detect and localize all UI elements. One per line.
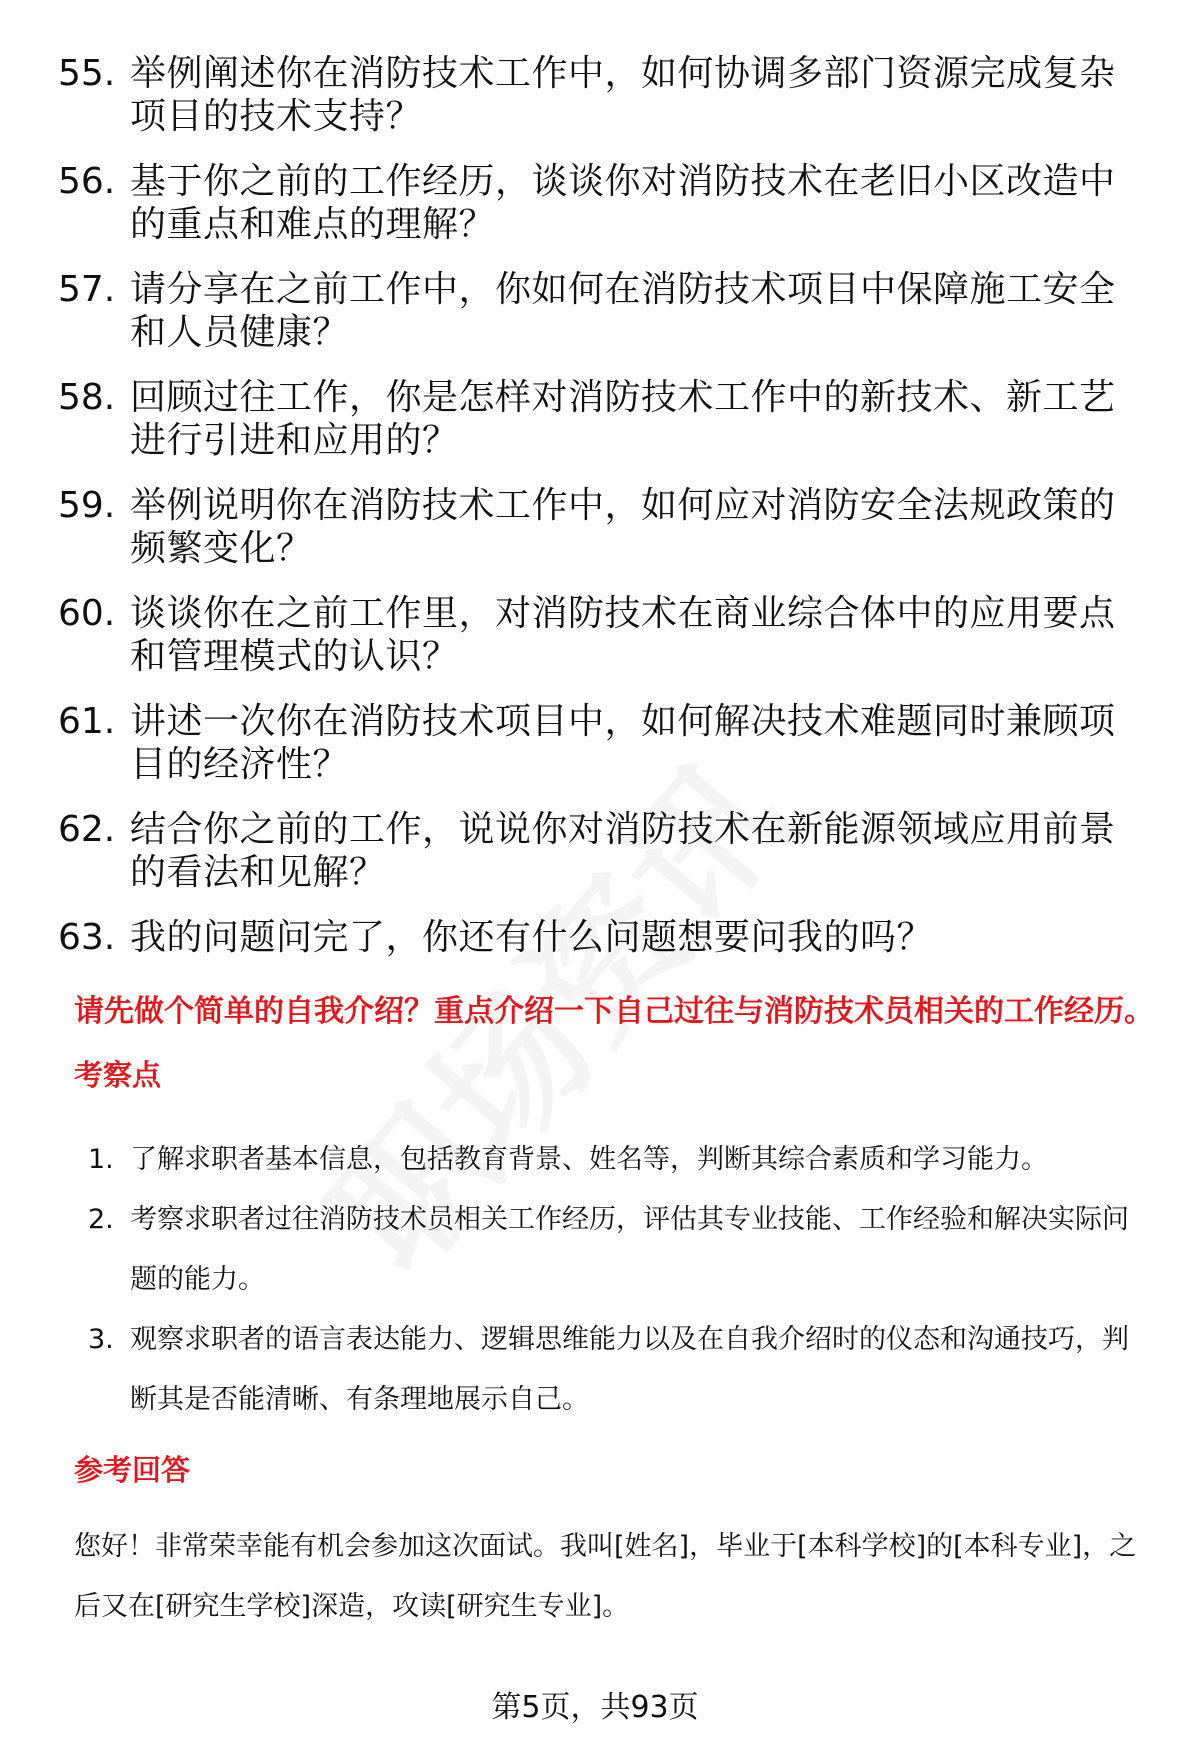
- exam-point-number: 3.: [88, 1324, 114, 1355]
- question-list: [58, 52, 1148, 981]
- exam-point-text: 了解求职者基本信息，包括教育背景、姓名等，判断其综合素质和学习能力。: [130, 1144, 1048, 1175]
- question-item: [58, 700, 1148, 786]
- question-number: 63.: [58, 917, 116, 958]
- question-number: 61.: [58, 701, 116, 742]
- question-text: 请分享在之前工作中，你如何在消防技术项目中保障施工安全和人员健康？: [130, 269, 1116, 353]
- question-text: 我的问题问完了，你还有什么问题想要问我的吗？: [130, 917, 934, 958]
- question-text: 讲述一次你在消防技术项目中，如何解决技术难题同时兼顾项目的经济性？: [130, 701, 1116, 785]
- exam-point-number: 2.: [88, 1204, 114, 1235]
- page-footer: 第5页，共93页: [491, 1690, 699, 1725]
- exam-point-text: 观察求职者的语言表达能力、逻辑思维能力以及在自我介绍时的仪态和沟通技巧，判断其是否能清晰、有条理地展示自己。: [130, 1324, 1129, 1415]
- reference-answer-heading: 参考回答: [74, 1453, 191, 1487]
- question-item: [58, 268, 1148, 354]
- exam-point-text: 考察求职者过往消防技术员相关工作经历，评估其专业技能、工作经验和解决实际问题的能力。: [130, 1204, 1129, 1295]
- question-item: [58, 808, 1148, 894]
- question-item: [58, 376, 1148, 462]
- question-item: [58, 484, 1148, 570]
- question-number: 57.: [58, 269, 116, 310]
- question-item: [58, 916, 1148, 959]
- focus-question-heading: 请先做个简单的自我介绍？重点介绍一下自己过往与消防技术员相关的工作经历。: [74, 994, 1154, 1029]
- question-text: 结合你之前的工作，说说你对消防技术在新能源领域应用前景的看法和见解？: [130, 809, 1116, 893]
- question-text: 举例说明你在消防技术工作中，如何应对消防安全法规政策的频繁变化？: [130, 485, 1116, 569]
- exam-points-list: [88, 1130, 1148, 1430]
- question-number: 56.: [58, 161, 116, 202]
- exam-point-number: 1.: [88, 1144, 114, 1175]
- question-item: [58, 160, 1148, 246]
- question-number: 60.: [58, 593, 116, 634]
- question-item: [58, 592, 1148, 678]
- question-number: 58.: [58, 377, 116, 418]
- question-text: 回顾过往工作，你是怎样对消防技术工作中的新技术、新工艺进行引进和应用的？: [130, 377, 1116, 461]
- question-number: 59.: [58, 485, 116, 526]
- question-number: 62.: [58, 809, 116, 850]
- exam-point-item: [88, 1310, 1148, 1430]
- question-number: 55.: [58, 53, 116, 94]
- question-text: 举例阐述你在消防技术工作中，如何协调多部门资源完成复杂项目的技术支持？: [130, 53, 1116, 137]
- exam-points-heading: 考察点: [74, 1058, 162, 1092]
- question-item: [58, 52, 1148, 138]
- question-text: 谈谈你在之前工作里，对消防技术在商业综合体中的应用要点和管理模式的认识？: [130, 593, 1116, 677]
- exam-point-item: [88, 1190, 1148, 1310]
- question-text: 基于你之前的工作经历，谈谈你对消防技术在老旧小区改造中的重点和难点的理解？: [130, 161, 1116, 245]
- reference-answer-text: 您好！非常荣幸能有机会参加这次面试。我叫[姓名]，毕业于[本科学校]的[本科专业]，之后又在[研究生学校]深造，攻读[研究生专业]。: [74, 1531, 1137, 1622]
- exam-point-item: [88, 1130, 1148, 1190]
